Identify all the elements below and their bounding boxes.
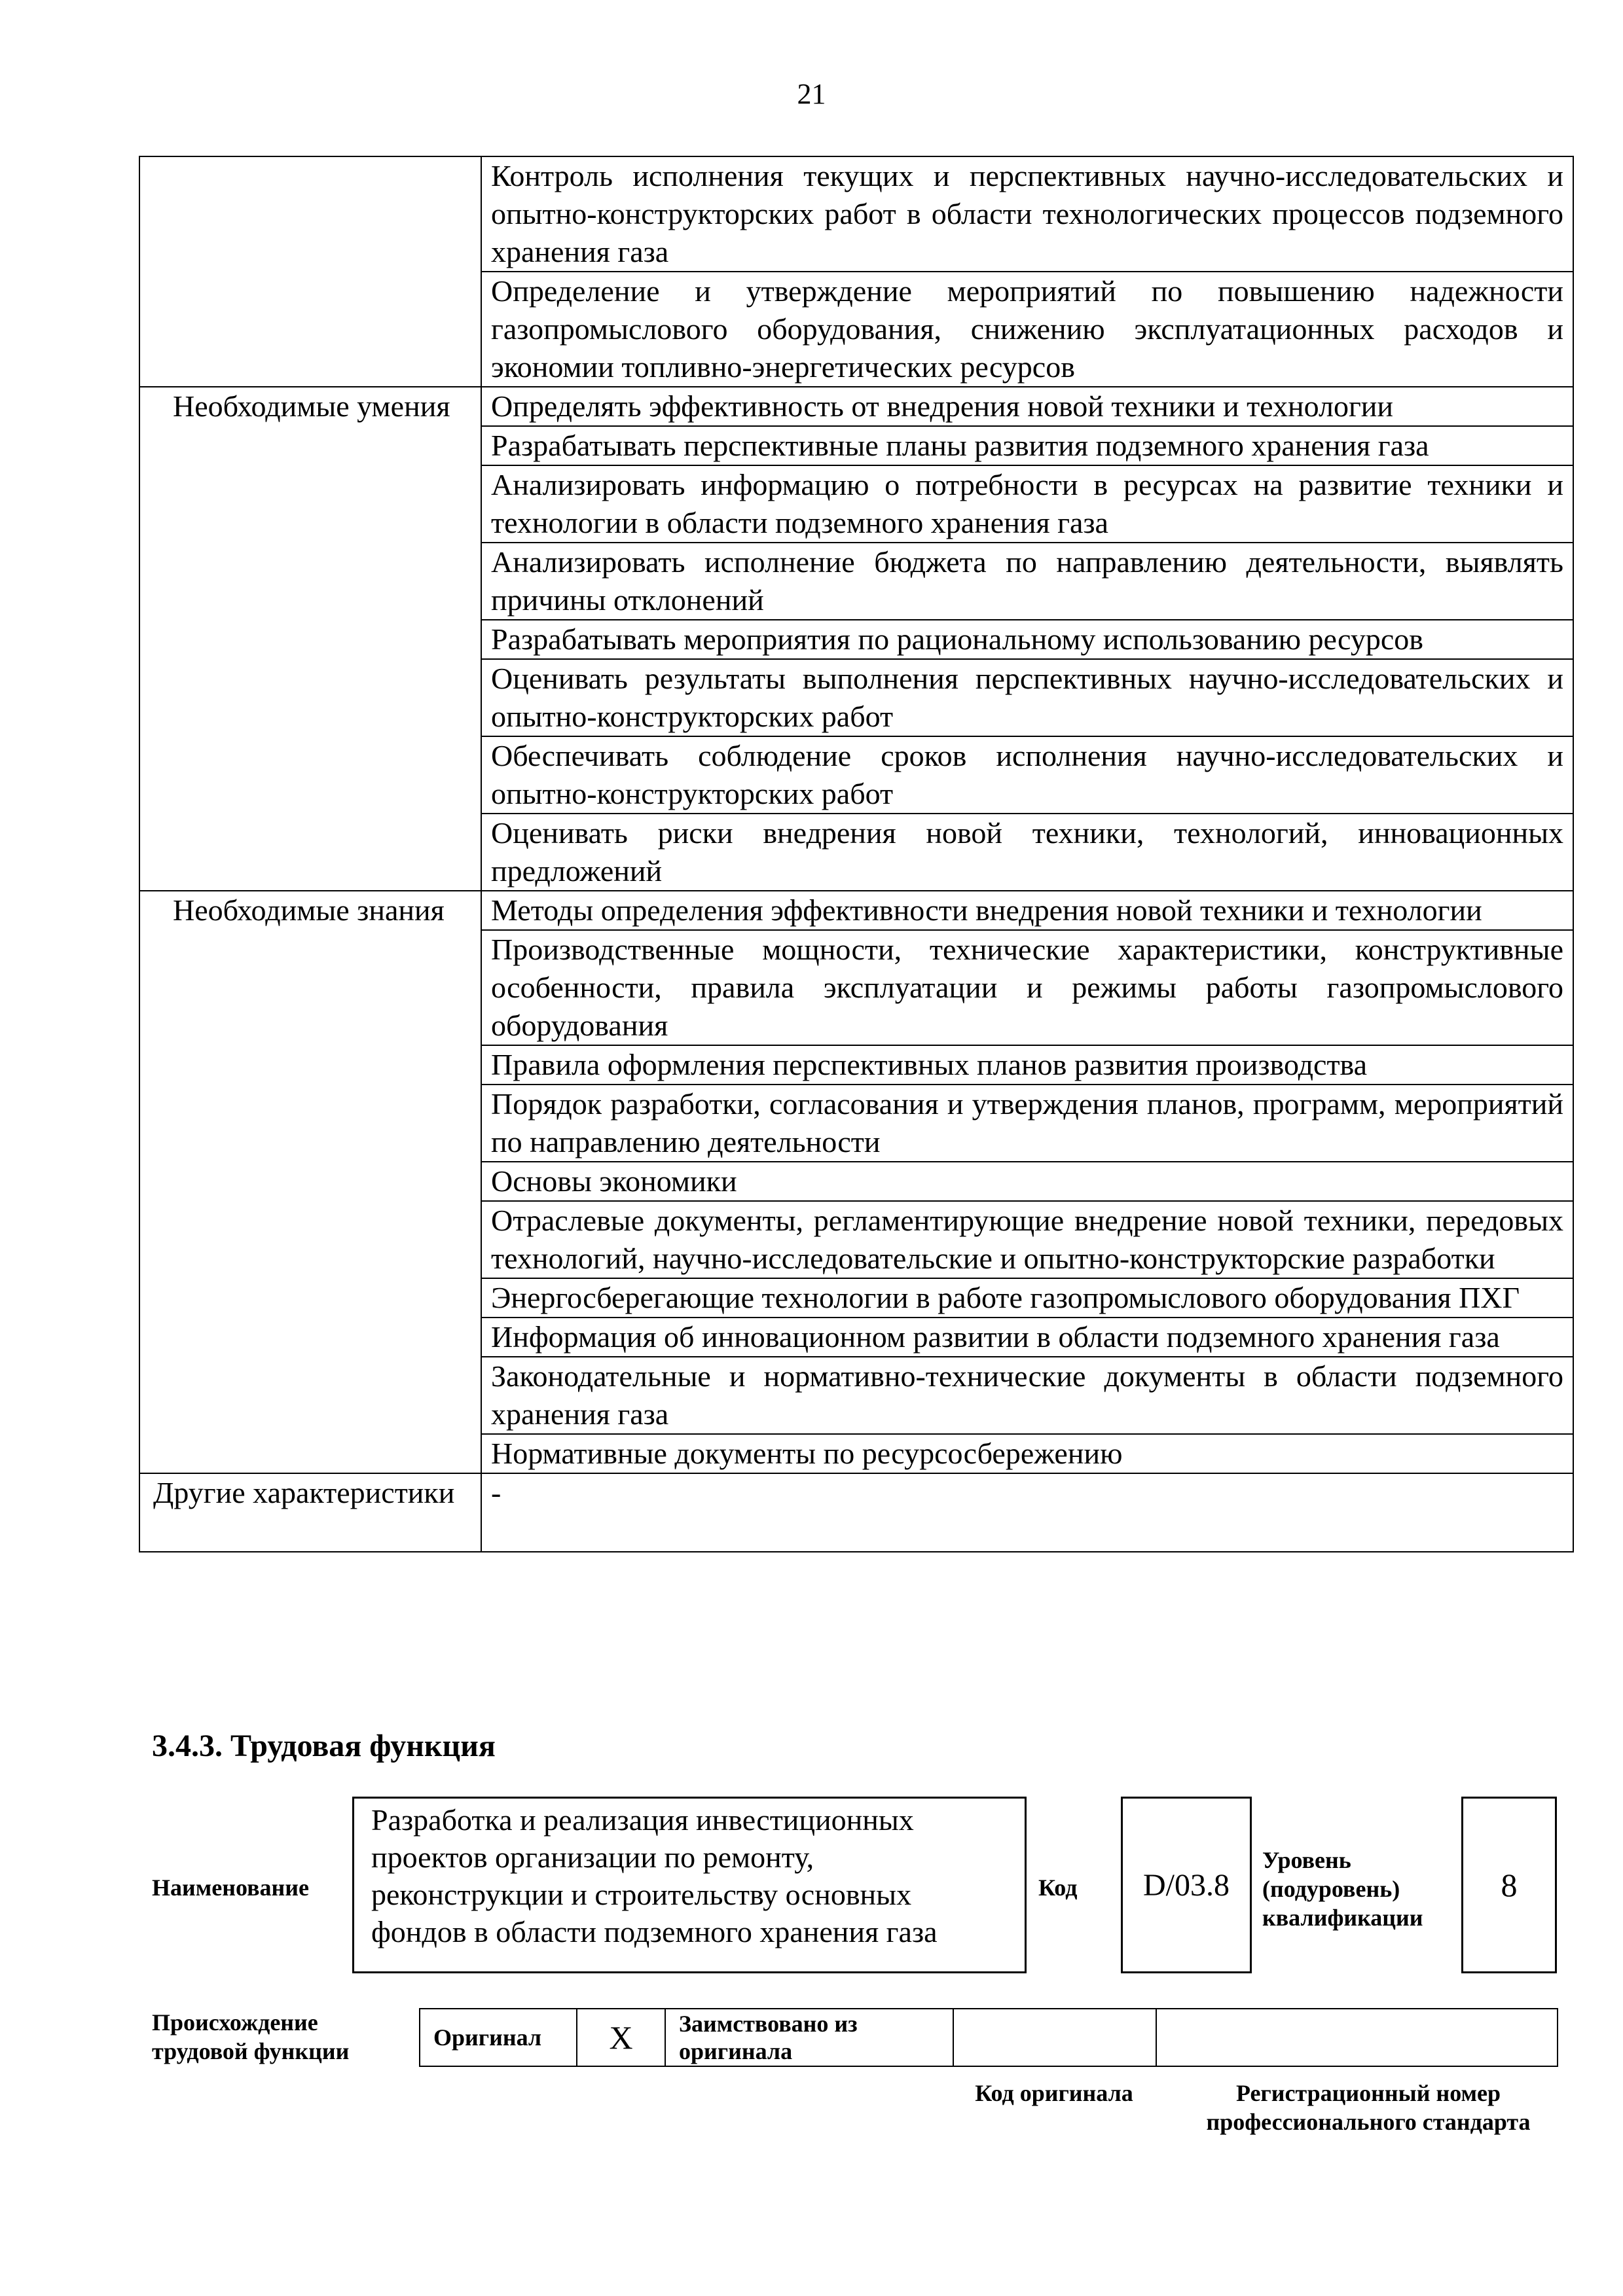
other-value: -	[481, 1473, 1573, 1552]
competency-table	[139, 156, 1574, 1552]
origin-table	[419, 2008, 1558, 2067]
knowledge-item: Нормативные документы по ресурсосбережению	[481, 1434, 1573, 1473]
knowledge-item: Отраслевые документы, регламентирующие внедрение новой техники, передовых технологий, научно-исследовательские и опытно-конструкторские разработки	[481, 1201, 1573, 1278]
skill-item: Анализировать исполнение бюджета по направлению деятельности, выявлять причины отклонений	[481, 543, 1573, 620]
reg-number-caption: Регистрационный номер профессионального стандарта	[1206, 2080, 1531, 2135]
knowledge-item: Производственные мощности, технические характеристики, конструктивные особенности, правила эксплуатации и режимы работы газопромыслового оборудования	[481, 930, 1573, 1045]
code-value-box: D/03.8	[1121, 1797, 1252, 1973]
skill-item: Оценивать результаты выполнения перспективных научно-исследовательских и опытно-конструкторских работ	[481, 659, 1573, 736]
borrowed-label: Заимствовано из оригинала	[665, 2009, 953, 2066]
skill-item: Оценивать риски внедрения новой техники, технологий, инновационных предложений	[481, 814, 1573, 891]
other-label: Другие характеристики	[139, 1473, 481, 1552]
code-label: Код	[1038, 1874, 1078, 1901]
table-row	[139, 156, 1573, 272]
table-cell: Контроль исполнения текущих и перспективных научно-исследовательских и опытно-конструкторских работ в области технологических процессов подземного хранения газа	[481, 156, 1573, 272]
code-original-cell	[953, 2009, 1156, 2066]
empty-label-cell	[139, 156, 481, 387]
section-title: 3.4.3. Трудовая функция	[152, 1729, 496, 1763]
code-original-caption: Код оригинала	[975, 2080, 1133, 2106]
level-value-box: 8	[1461, 1797, 1557, 1973]
table-row	[139, 387, 1573, 426]
skill-item: Обеспечивать соблюдение сроков исполнения научно-исследовательских и опытно-конструкторских работ	[481, 736, 1573, 814]
original-mark: X	[577, 2009, 665, 2066]
knowledge-label: Необходимые знания	[139, 891, 481, 1473]
level-label: Уровень (подуровень) квалификации	[1262, 1847, 1423, 1931]
knowledge-item: Энергосберегающие технологии в работе газопромыслового оборудования ПХГ	[481, 1278, 1573, 1318]
table-cell: Определение и утверждение мероприятий по повышению надежности газопромыслового оборудования, снижению эксплуатационных расходов и экономии топливно-энергетических ресурсов	[481, 272, 1573, 387]
skills-label: Необходимые умения	[139, 387, 481, 891]
origin-label: Происхождение трудовой функции	[152, 2009, 350, 2064]
name-label: Наименование	[152, 1874, 309, 1901]
reg-number-cell	[1156, 2009, 1558, 2066]
knowledge-item: Правила оформления перспективных планов развития производства	[481, 1045, 1573, 1085]
skill-item: Определять эффективность от внедрения новой техники и технологии	[481, 387, 1573, 426]
knowledge-item: Порядок разработки, согласования и утверждения планов, программ, мероприятий по направлению деятельности	[481, 1085, 1573, 1162]
knowledge-item: Методы определения эффективности внедрения новой техники и технологии	[481, 891, 1573, 930]
table-row	[139, 1473, 1573, 1552]
knowledge-item: Информация об инновационном развитии в области подземного хранения газа	[481, 1318, 1573, 1357]
page-number: 21	[797, 78, 826, 110]
original-label: Оригинал	[420, 2009, 577, 2066]
skill-item: Разрабатывать перспективные планы развития подземного хранения газа	[481, 426, 1573, 465]
table-row	[139, 891, 1573, 930]
knowledge-item: Основы экономики	[481, 1162, 1573, 1201]
table-row	[420, 2009, 1558, 2066]
knowledge-item: Законодательные и нормативно-технические документы в области подземного хранения газа	[481, 1357, 1573, 1434]
function-name-box: Разработка и реализация инвестиционных проектов организации по ремонту, реконструкции и строительству основных фондов в области подземного хранения газа	[352, 1797, 1027, 1973]
skill-item: Разрабатывать мероприятия по рациональному использованию ресурсов	[481, 620, 1573, 659]
skill-item: Анализировать информацию о потребности в ресурсах на развитие техники и технологии в области подземного хранения газа	[481, 465, 1573, 543]
